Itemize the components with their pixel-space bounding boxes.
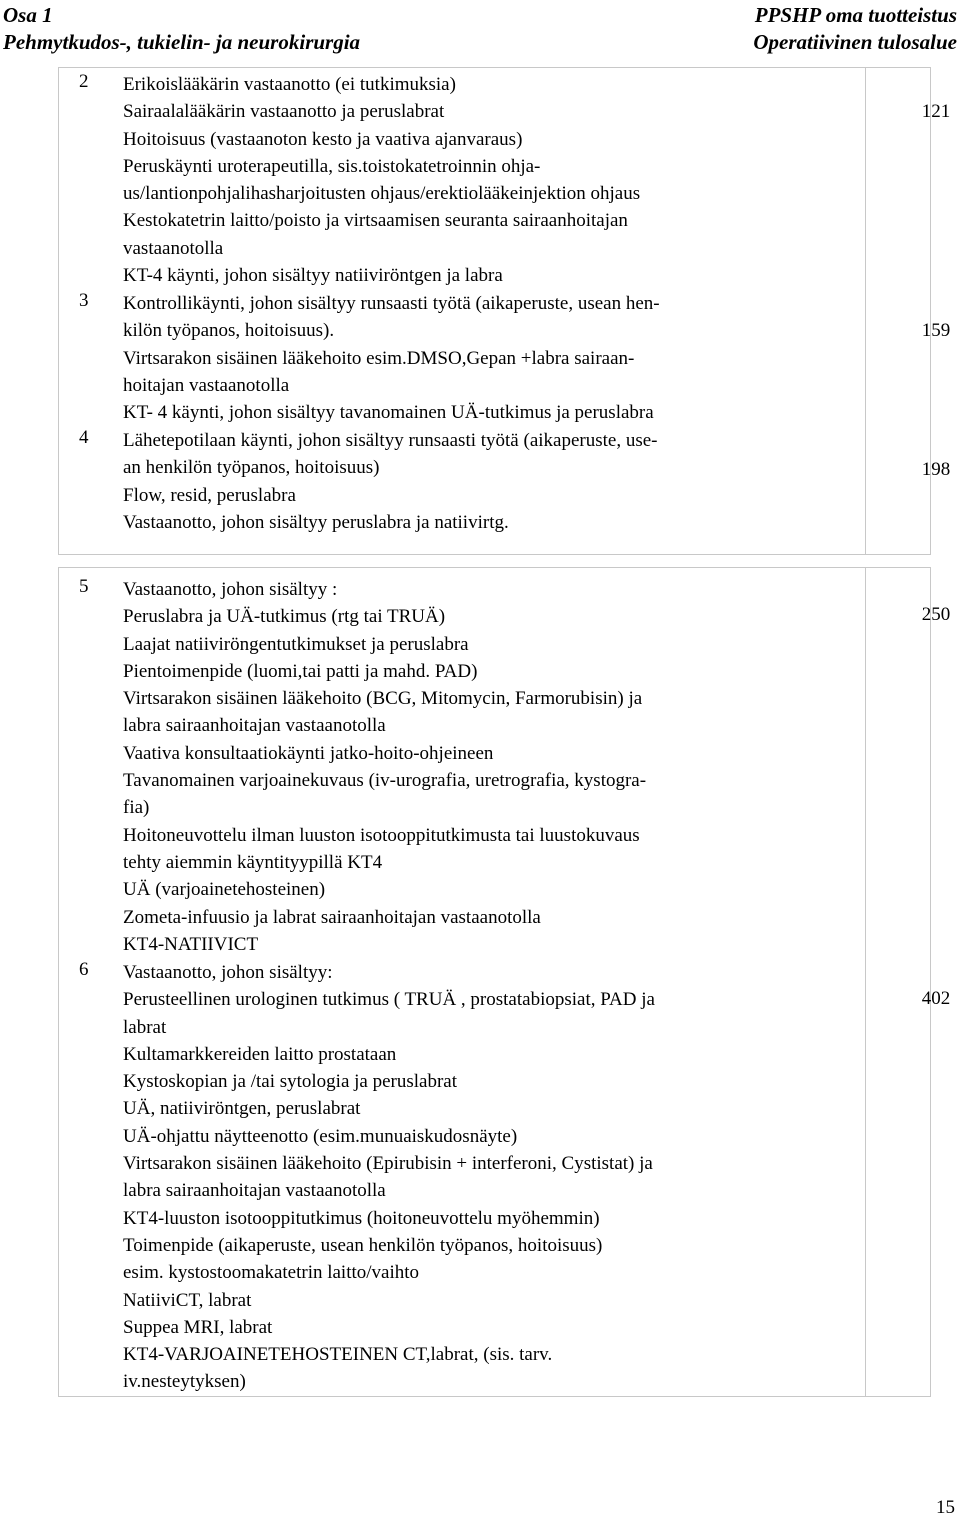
description-line: Vaativa konsultaatiokäynti jatko-hoito-ohjeineen xyxy=(123,742,494,764)
description-line: KT- 4 käynti, johon sisältyy tavanomainen UÄ-tutkimus ja peruslabra xyxy=(123,402,654,424)
description-line: hoitajan vastaanotolla xyxy=(123,374,290,396)
row-description xyxy=(123,290,803,426)
description-line: NatiiviCT, labrat xyxy=(123,1289,252,1311)
description-line: Tavanomainen varjoainekuvaus (iv-urografia, uretrografia, kystogra- xyxy=(123,770,647,792)
page-number: 15 xyxy=(936,1497,955,1518)
description-line: KT-4 käynti, johon sisältyy natiiviröntgen ja labra xyxy=(123,265,503,287)
description-line: Virtsarakon sisäinen lääkehoito (BCG, Mitomycin, Farmorubisin) ja xyxy=(123,688,643,710)
description-line: labrat xyxy=(123,1016,167,1038)
column-divider xyxy=(865,568,866,1396)
description-line: KT4-NATIIVICT xyxy=(123,933,259,955)
header-right xyxy=(753,2,957,56)
description-line: UÄ-ohjattu näytteenotto (esim.munuaiskudosnäyte) xyxy=(123,1125,518,1147)
description-line: esim. kystostoomakatetrin laitto/vaihto xyxy=(123,1262,420,1284)
header-unit: Operatiivinen tulosalue xyxy=(753,30,957,54)
description-line: Erikoislääkärin vastaanotto (ei tutkimuksia) xyxy=(123,74,456,95)
header-org: PPSHP oma tuotteistus xyxy=(754,3,957,27)
description-line: Virtsarakon sisäinen lääkehoito esim.DMSO,Gepan +labra sairaan- xyxy=(123,347,635,369)
description-line: us/lantionpohjalihasharjoitusten ohjaus/erektiolääkeinjektion ohjaus xyxy=(123,183,641,205)
description-line: Vastaanotto, johon sisältyy: xyxy=(123,962,333,983)
row-price: 402 xyxy=(921,988,951,1009)
description-line: Flow, resid, peruslabra xyxy=(123,484,296,506)
description-line: an henkilön työpanos, hoitoisuus) xyxy=(123,457,380,479)
row-number: 6 xyxy=(79,959,89,980)
price-table-block-2 xyxy=(58,567,951,1397)
row-number: 5 xyxy=(79,576,89,597)
row-price: 198 xyxy=(921,459,951,480)
description-line: labra sairaanhoitajan vastaanotolla xyxy=(123,1180,386,1202)
row-description xyxy=(123,576,803,958)
description-line: Vastaanotto, johon sisältyy peruslabra ja natiivirtg. xyxy=(123,511,509,533)
row-number: 2 xyxy=(79,71,89,92)
row-price: 121 xyxy=(921,101,951,122)
description-line: Peruskäynti uroterapeutilla, sis.toistokatetroinnin ohja- xyxy=(123,155,541,177)
row-description xyxy=(123,427,803,536)
description-line: iv.nesteytyksen) xyxy=(123,1371,246,1393)
row-number: 3 xyxy=(79,290,89,311)
row-number: 4 xyxy=(79,427,89,448)
description-line: Kestokatetrin laitto/poisto ja virtsaamisen seuranta sairaanhoitajan xyxy=(123,210,628,232)
description-line: labra sairaanhoitajan vastaanotolla xyxy=(123,715,386,737)
description-line: tehty aiemmin käyntityypillä KT4 xyxy=(123,851,383,873)
description-line: Laajat natiiviröngentutkimukset ja peruslabra xyxy=(123,633,469,655)
description-line: UÄ (varjoainetehosteinen) xyxy=(123,879,326,901)
description-line: fia) xyxy=(123,797,150,819)
description-line: Hoitoisuus (vastaanoton kesto ja vaativa ajanvaraus) xyxy=(123,128,523,150)
description-line: Toimenpide (aikaperuste, usean henkilön työpanos, hoitoisuus) xyxy=(123,1234,603,1256)
column-divider xyxy=(865,68,866,554)
description-line: KT4-luuston isotooppitutkimus (hoitoneuvottelu myöhemmin) xyxy=(123,1207,600,1229)
header-part: Osa 1 xyxy=(3,3,53,27)
description-line: Kultamarkkereiden laitto prostataan xyxy=(123,1043,397,1065)
description-line: Virtsarakon sisäinen lääkehoito (Epirubisin + interferoni, Cystistat) ja xyxy=(123,1153,653,1175)
description-line: KT4-VARJOAINETEHOSTEINEN CT,labrat, (sis. tarv. xyxy=(123,1344,553,1366)
description-line: kilön työpanos, hoitoisuus). xyxy=(123,320,335,342)
price-table-block-1 xyxy=(58,67,951,555)
description-line: Sairaalalääkärin vastaanotto ja peruslabrat xyxy=(123,101,445,123)
description-line: Lähetepotilaan käynti, johon sisältyy runsaasti työtä (aikaperuste, use- xyxy=(123,430,658,451)
description-line: Perusteellinen urologinen tutkimus ( TRUÄ , prostatabiopsiat, PAD ja xyxy=(123,989,655,1011)
description-line: Pientoimenpide (luomi,tai patti ja mahd. PAD) xyxy=(123,660,478,682)
description-line: UÄ, natiiviröntgen, peruslabrat xyxy=(123,1098,361,1120)
description-line: Hoitoneuvottelu ilman luuston isotooppitutkimusta tai luustokuvaus xyxy=(123,824,640,846)
header-section-title: Pehmytkudos-, tukielin- ja neurokirurgia xyxy=(3,30,361,54)
description-line: Vastaanotto, johon sisältyy : xyxy=(123,579,338,600)
description-line: Suppea MRI, labrat xyxy=(123,1316,273,1338)
description-line: Peruslabra ja UÄ-tutkimus (rtg tai TRUÄ) xyxy=(123,606,446,628)
description-line: Kontrollikäynti, johon sisältyy runsaasti työtä (aikaperuste, usean hen- xyxy=(123,293,660,314)
header-left xyxy=(3,2,360,56)
description-line: Kystoskopian ja /tai sytologia ja peruslabrat xyxy=(123,1071,458,1093)
description-line: Zometa-infuusio ja labrat sairaanhoitajan vastaanotolla xyxy=(123,906,541,928)
row-price: 250 xyxy=(921,604,951,625)
row-price: 159 xyxy=(921,320,951,341)
description-line: vastaanotolla xyxy=(123,237,224,259)
row-description xyxy=(123,959,803,1396)
row-description xyxy=(123,71,803,289)
